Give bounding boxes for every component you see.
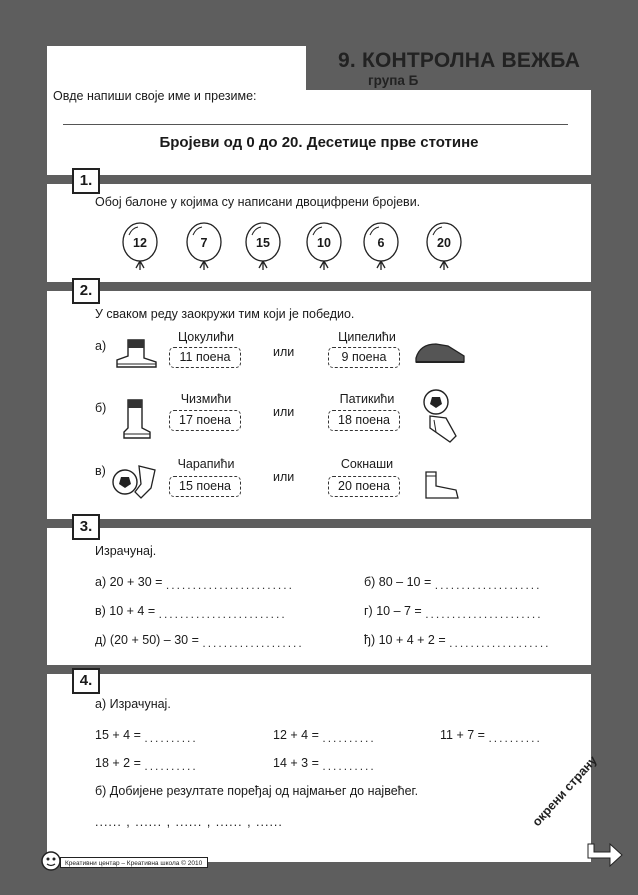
expression[interactable] (440, 728, 542, 745)
task1-instruction: Обој балоне у којима су написани двоцифрени бројеви. (95, 195, 421, 209)
team-name: Ципелићи (338, 330, 396, 344)
task-number-1: 1. (72, 168, 100, 194)
balloon-2[interactable] (184, 222, 224, 272)
shoe-icon (412, 336, 468, 368)
section-divider (47, 665, 591, 674)
expression-text: в) 10 + 4 = (95, 604, 156, 618)
row-label-c: в) (95, 464, 106, 478)
boot-icon (114, 336, 158, 370)
balloon-number: 6 (377, 236, 385, 250)
expression[interactable] (95, 633, 304, 650)
balloon-4[interactable] (304, 222, 344, 272)
answer-dots: .......... (144, 731, 198, 745)
balloon-number: 10 (317, 236, 331, 250)
answer-dots: .......... (322, 731, 376, 745)
ball-and-sneaker-icon (420, 388, 464, 446)
expression-text: д) (20 + 50) – 30 = (95, 633, 199, 647)
answer-dots: .................... (434, 578, 542, 592)
publisher-logo-icon (40, 850, 62, 872)
group-label: група Б (368, 73, 419, 88)
section-divider (47, 175, 591, 184)
answer-dots: ...................... (425, 607, 543, 621)
balloon-3[interactable] (243, 222, 283, 272)
expression-text: ђ) 10 + 4 + 2 = (364, 633, 446, 647)
answer-dots: ................... (449, 636, 551, 650)
answer-dots: ................... (202, 636, 304, 650)
expression-text: 15 + 4 = (95, 728, 141, 742)
balloon-number: 20 (437, 236, 451, 250)
team-score[interactable]: 9 поена (328, 347, 400, 368)
turn-page-label: окрени страну (529, 753, 600, 829)
page-title: 9. КОНТРОЛНА ВЕЖБА (338, 49, 581, 72)
row-label-b: б) (95, 401, 107, 415)
balloon-5[interactable] (361, 222, 401, 272)
rubber-boot-icon (118, 398, 154, 442)
answer-dots: ........................ (165, 578, 294, 592)
balloon-6[interactable] (424, 222, 464, 272)
name-label: Овде напиши своје име и презиме: (53, 89, 257, 103)
topic-heading: Бројеви од 0 до 20. Десетице прве стотине (159, 134, 479, 151)
order-answer-line[interactable]: ...... , ...... , ...... , ...... , ...... (95, 815, 283, 829)
expression[interactable] (95, 575, 294, 592)
balloon-number: 12 (133, 236, 147, 250)
expression-text: 12 + 4 = (273, 728, 319, 742)
expression-text: 18 + 2 = (95, 756, 141, 770)
team-name: Чарапићи (177, 457, 235, 471)
team-name: Патикићи (339, 392, 395, 406)
arrow-right-icon[interactable] (584, 840, 626, 872)
expression[interactable] (95, 604, 287, 621)
section-divider (47, 519, 591, 528)
name-line (63, 124, 568, 125)
balloon-number: 7 (200, 236, 208, 250)
answer-dots: ........................ (158, 607, 287, 621)
answer-dots: .......... (322, 759, 376, 773)
ball-and-sock-icon (111, 462, 163, 504)
task4-part-a: а) Израчунај. (95, 697, 171, 711)
sock-icon (420, 470, 462, 502)
task3-instruction: Израчунај. (95, 544, 157, 558)
expression[interactable] (273, 728, 376, 745)
team-name: Сокнаши (340, 457, 394, 471)
team-name: Чизмићи (180, 392, 232, 406)
expression[interactable] (364, 575, 541, 592)
expression-text: г) 10 – 7 = (364, 604, 422, 618)
team-score[interactable]: 17 поена (169, 410, 241, 431)
expression[interactable] (364, 604, 543, 621)
team-name: Цокулићи (178, 330, 234, 344)
expression[interactable] (95, 756, 198, 773)
task2-instruction: У сваком реду заокружи тим који је победио. (95, 307, 355, 321)
balloon-1[interactable] (120, 222, 160, 272)
expression-text: б) 80 – 10 = (364, 575, 432, 589)
team-score[interactable]: 18 поена (328, 410, 400, 431)
expression[interactable] (273, 756, 376, 773)
expression-text: а) 20 + 30 = (95, 575, 163, 589)
answer-dots: .......... (488, 731, 542, 745)
expression[interactable] (364, 633, 551, 650)
task-number-4: 4. (72, 668, 100, 694)
answer-dots: .......... (144, 759, 198, 773)
balloon-number: 15 (256, 236, 270, 250)
team-score[interactable]: 15 поена (169, 476, 241, 497)
or-label: или (273, 470, 295, 484)
task-number-2: 2. (72, 278, 100, 304)
expression[interactable] (95, 728, 198, 745)
task-number-3: 3. (72, 514, 100, 540)
section-divider (47, 282, 591, 291)
expression-text: 14 + 3 = (273, 756, 319, 770)
team-score[interactable]: 11 поена (169, 347, 241, 368)
or-label: или (273, 345, 295, 359)
or-label: или (273, 405, 295, 419)
task4-part-b: б) Добијене резултате поређај од најмањег до највећег. (95, 784, 419, 798)
team-score[interactable]: 20 поена (328, 476, 400, 497)
expression-text: 11 + 7 = (440, 728, 485, 742)
row-label-a: а) (95, 339, 107, 353)
footer-credit: Креативни центар – Креативна школа © 2010 (60, 857, 208, 868)
